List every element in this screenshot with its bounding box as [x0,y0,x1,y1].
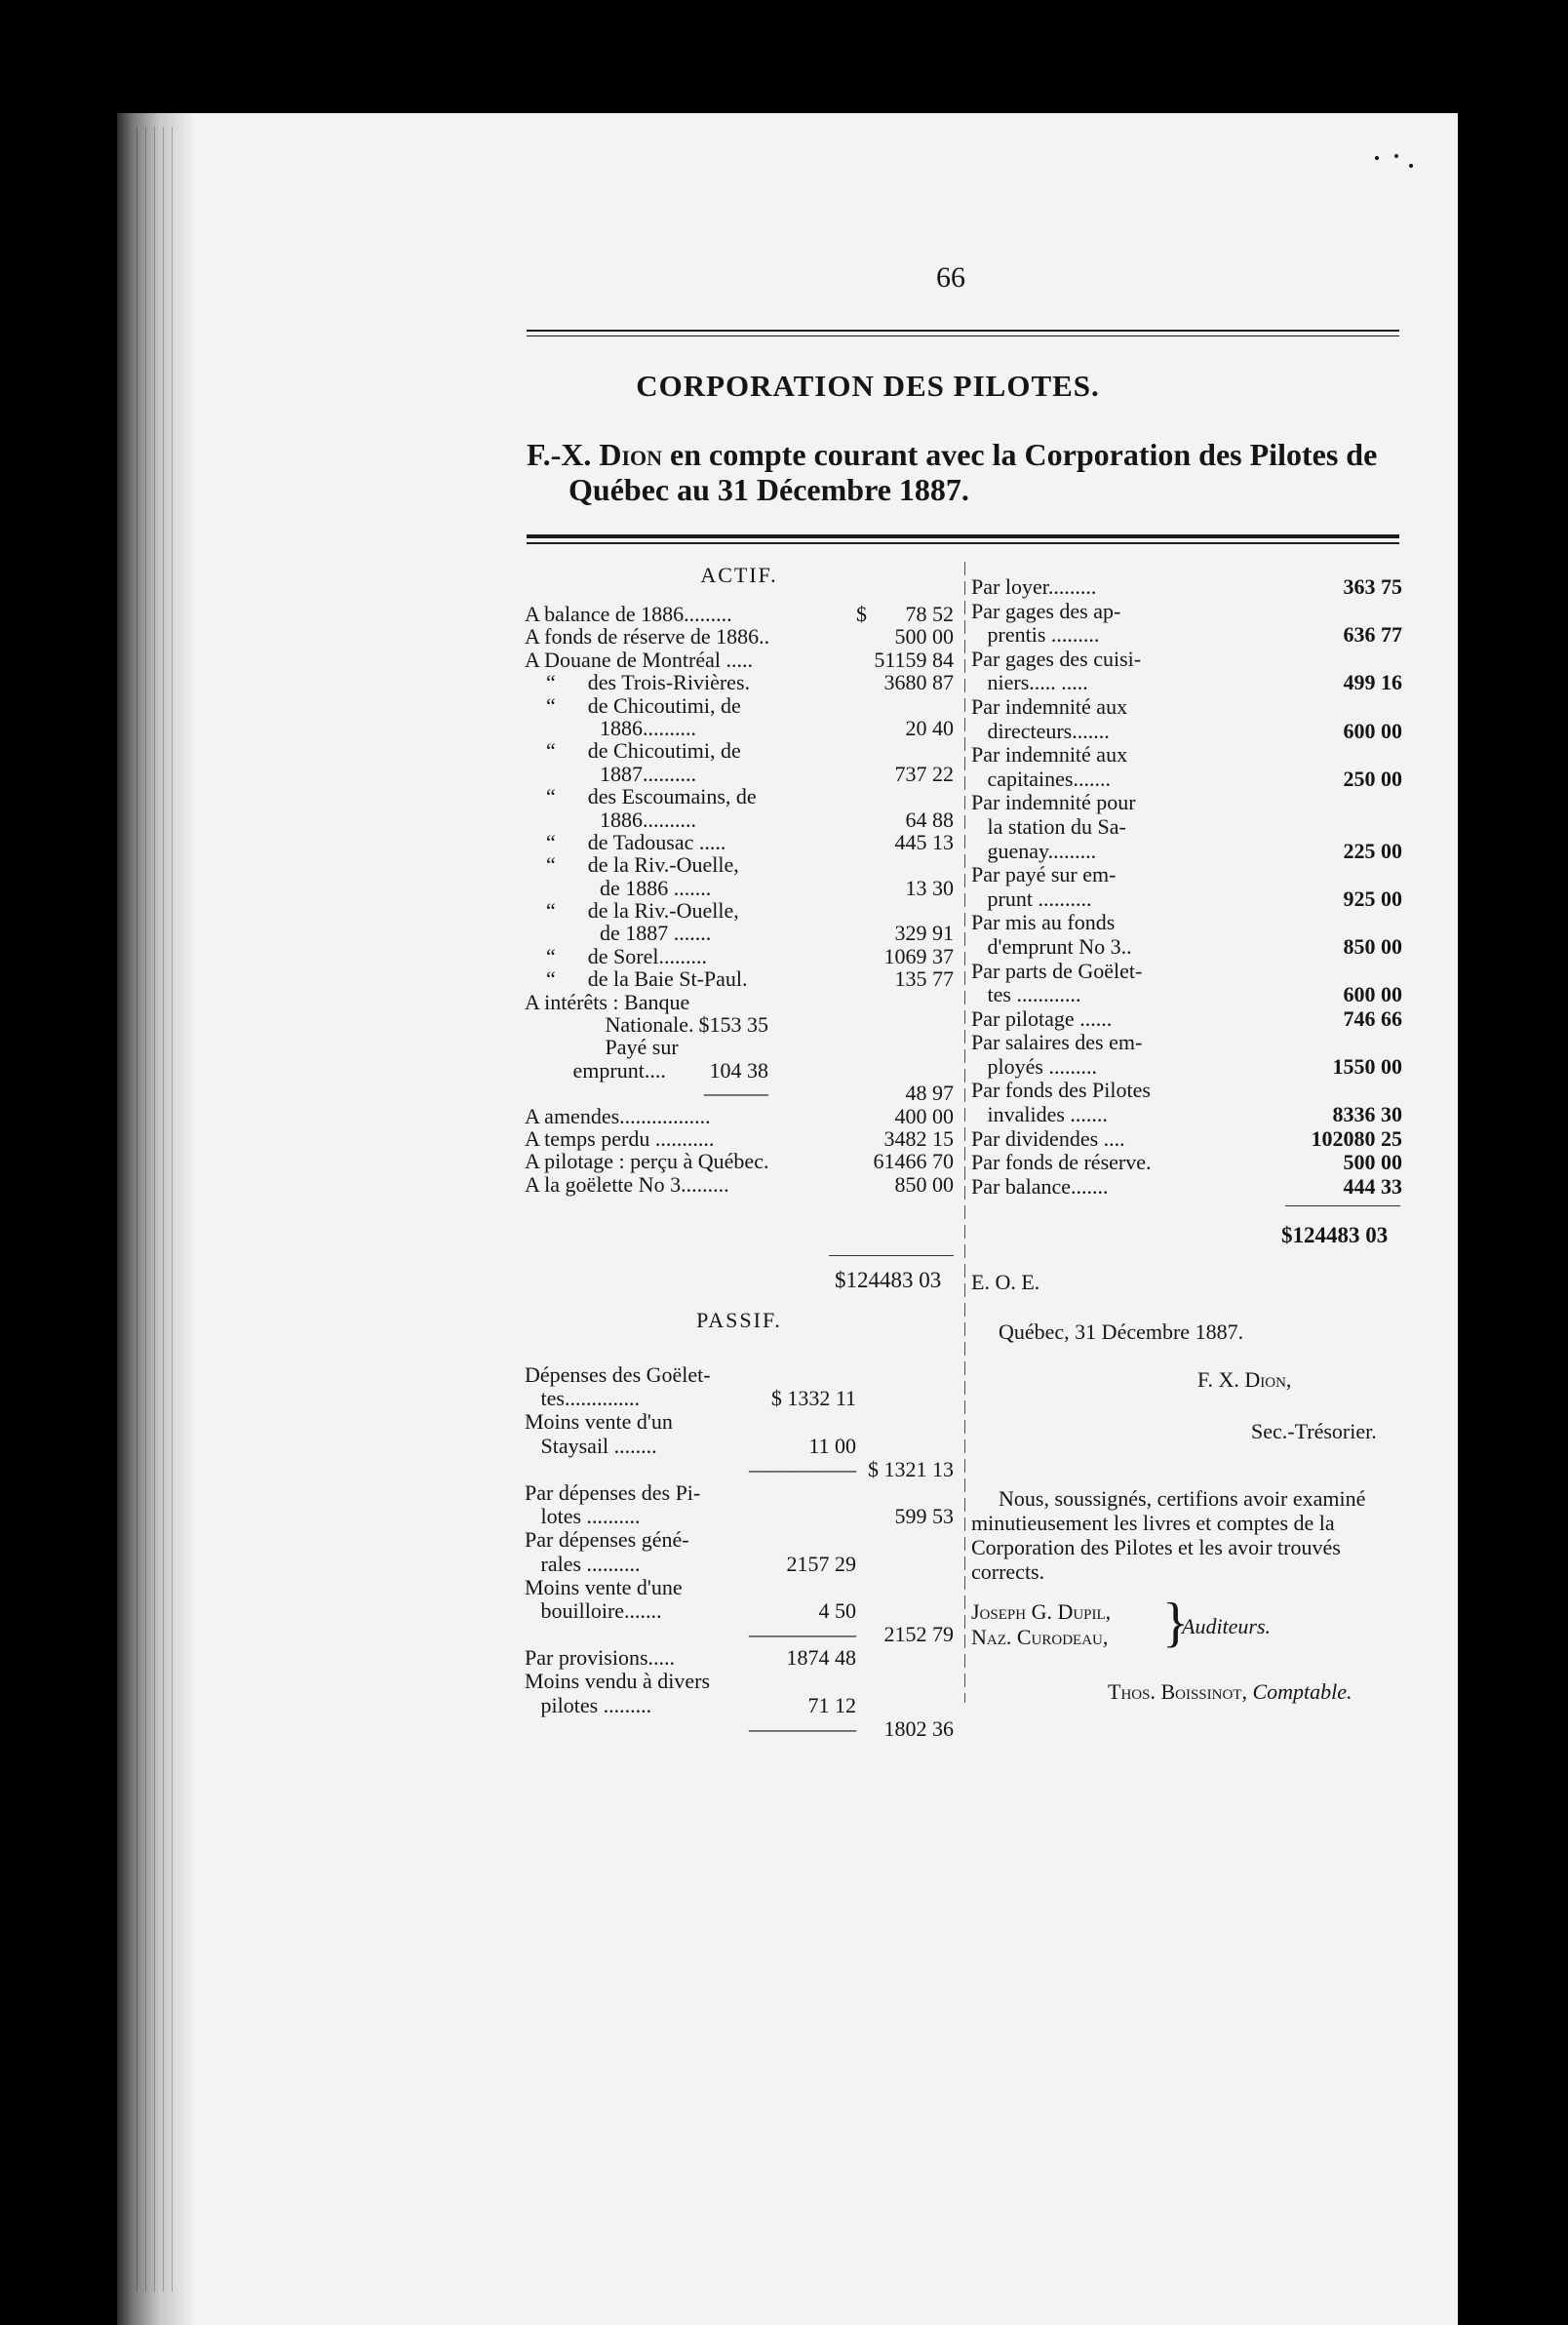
credit-row-amount: 746 66 [1343,1005,1402,1031]
credit-row [971,887,1402,912]
actif-row-label: 1887.......... [525,761,696,786]
actif-row-label: emprunt.... [525,1057,666,1083]
passif-row [525,1717,954,1741]
actif-row-amount: 737 22 [894,761,954,786]
actif-row-amount: 20 40 [905,715,954,740]
credit-row-label: niers..... ..... [971,670,1088,695]
passif-row-subamount: ————— [749,1715,856,1741]
audit-line: minutieusement les livres et comptes de la [971,1511,1335,1535]
credit-row [971,960,1402,984]
actif-row-label: “ de la Baie St-Paul. [525,966,748,992]
actif-row [525,603,954,625]
credit-row-label: Par gages des ap- [971,598,1121,623]
passif-row [525,1410,954,1434]
column-divider [964,562,965,1703]
passif-row [525,1458,954,1481]
passif-row-label: Par dépenses des Pi- [525,1479,701,1505]
subtitle-rest: en compte courant avec la Corporation des Pilotes de [662,437,1378,472]
auditor-1: Joseph G. Dupil, [971,1599,1112,1624]
credit-row-label: Par gages des cuisi- [971,646,1142,671]
actif-row-label: A la goëlette No 3......... [525,1171,729,1197]
actif-row [525,831,954,853]
actif-row-label: Nationale. [525,1012,694,1038]
passif-row-label: Par provisions..... [525,1645,675,1671]
credit-row [971,720,1402,744]
actif-row-label: “ de la Riv.-Ouelle, [525,852,739,878]
credit-row [971,1007,1402,1032]
credit-row [971,983,1402,1007]
credit-total: $124483 03 [1281,1223,1389,1247]
actif-row [525,1150,954,1172]
actif-row-label: “ des Trois-Rivières. [525,670,750,695]
actif-row [525,694,954,717]
subtitle-line-2: Québec au 31 Décembre 1887. [568,472,969,507]
credit-row-label: tes ............ [971,982,1081,1007]
actif-row-amount: 500 00 [894,624,954,650]
passif-row-label: bouilloire....... [525,1597,662,1623]
actif-row-label: “ de Chicoutimi, de [525,692,741,718]
credit-row-amount: 499 16 [1343,670,1402,695]
passif-rows [525,1363,954,1741]
actif-row-label: de 1887 ....... [525,921,712,946]
subtitle-name: Dion [599,437,663,472]
credit-row-amount: 225 00 [1343,838,1402,863]
credit-row-label: Par indemnité aux [971,742,1128,768]
credit-row-label: la station du Sa- [971,813,1126,839]
header-rule [527,330,1399,332]
credit-row [971,1055,1402,1080]
accountant-name: Thos. Boissinot, [1108,1679,1247,1704]
actif-row [525,739,954,762]
credit-row [971,863,1402,887]
credit-row-label: Par balance....... [971,1173,1109,1199]
credit-row-label: Par loyer......... [971,574,1097,599]
audit-statement [971,1486,1405,1584]
actif-row-amount: 135 77 [894,966,954,992]
auditors-brace: } [1162,1593,1189,1653]
credit-row [971,648,1402,672]
passif-row-label: rales .......... [525,1551,641,1576]
scan-border [1458,113,1568,2325]
actif-row-label: 1886.......... [525,715,696,740]
credit-row [971,1103,1402,1127]
credit-row-amount: 250 00 [1343,766,1402,791]
credit-row-amount: 600 00 [1343,982,1402,1007]
passif-row [525,1576,954,1599]
audit-line: Nous, soussignés, certifions avoir examiné [999,1486,1366,1511]
credit-row-label: Par fonds de réserve. [971,1150,1152,1175]
passif-heading: PASSIF. [696,1308,782,1332]
actif-row-label: A Douane de Montréal ..... [525,647,753,672]
credit-row [971,671,1402,695]
actif-row [525,1127,954,1150]
actif-column [525,564,954,1196]
actif-row-label: A pilotage : perçu à Québec. [525,1149,769,1174]
actif-row [525,808,954,831]
credit-row [971,575,1402,600]
passif-row [525,1528,954,1552]
passif-row-label: Moins vendu à divers [525,1669,711,1694]
credit-row-label: Par salaires des em- [971,1030,1143,1055]
credit-row [971,911,1402,935]
credit-row-label: prentis ......... [971,622,1100,648]
actif-row [525,1173,954,1196]
actif-row-label: Payé sur [525,1035,679,1060]
accountant [1108,1679,1352,1705]
actif-row-amount: 850 00 [894,1171,954,1197]
actif-row [525,1036,954,1058]
actif-row [525,717,954,739]
passif-row-label: tes.............. [525,1386,640,1411]
speck [1394,154,1398,158]
credit-row-amount: 850 00 [1343,933,1402,959]
actif-row [525,625,954,648]
passif-row [525,1694,954,1717]
accountant-title: Comptable. [1252,1679,1352,1704]
actif-row [525,1105,954,1127]
subtitle-line-1 [527,437,1377,473]
passif-row-subamount: 71 12 [807,1692,856,1717]
passif-row-label: pilotes ......... [525,1692,652,1717]
actif-row [525,671,954,693]
passif-row-label: Moins vente d'une [525,1574,683,1599]
actif-row-currency: $ [856,602,867,626]
credit-row-amount: 1550 00 [1332,1053,1402,1079]
actif-row-label: A intérêts : Banque [525,989,690,1014]
actif-row-amount: 48 97 [905,1081,954,1106]
actif-row-amount: 1069 37 [883,943,954,968]
eoe-note: E. O. E. [971,1270,1040,1294]
actif-row-label: de 1886 ....... [525,875,712,900]
actif-row-amount: 51159 84 [874,647,954,672]
auditor-2: Naz. Curodeau, [971,1625,1109,1649]
credit-column [971,575,1402,1199]
actif-row [525,922,954,944]
actif-row-label: “ de Tadousac ..... [525,829,726,854]
passif-row [525,1505,954,1528]
credit-row [971,840,1402,864]
actif-row-subamount: 104 38 [709,1057,768,1083]
double-rule-thin [527,542,1399,544]
credit-row-label: Par indemnité pour [971,790,1136,815]
actif-row [525,899,954,922]
credit-row [971,1175,1402,1200]
credit-row [971,695,1402,720]
credit-row-label: Par pilotage ...... [971,1005,1113,1031]
actif-row-label: “ des Escoumains, de [525,784,757,809]
credit-row-label: invalides ....... [971,1102,1108,1127]
credit-row [971,1079,1402,1103]
actif-rows [525,603,954,1196]
actif-row-label: “ de Chicoutimi, de [525,738,741,764]
passif-row-amount: 1802 36 [883,1715,954,1741]
actif-total: $124483 03 [835,1268,942,1292]
credit-row-label: ployés ......... [971,1053,1097,1079]
page-title: CORPORATION DES PILOTES. [636,369,1100,403]
actif-row-label: “ de la Riv.-Ouelle, [525,898,739,924]
credit-row-label: prunt .......... [971,886,1092,911]
actif-row-label: A temps perdu ........... [525,1125,715,1151]
actif-row-label: A fonds de réserve de 1886.. [525,624,770,650]
actif-row-amount: 445 13 [894,829,954,854]
credit-row-label: guenay......... [971,838,1097,863]
actif-heading: ACTIF. [700,563,778,587]
passif-row-label: lotes .......... [525,1504,641,1529]
passif-row [525,1435,954,1458]
credit-row [971,743,1402,768]
credit-row-amount: 102080 25 [1311,1125,1402,1151]
actif-row [525,1082,954,1104]
audit-line: Corporation des Pilotes et les avoir trouvés [971,1535,1341,1559]
actif-row-label: 1886.......... [525,807,696,832]
actif-sum-line [829,1255,954,1256]
credit-row-label: Par dividendes .... [971,1125,1125,1151]
credit-row-amount: 600 00 [1343,718,1402,743]
passif-row-label: Staysail ........ [525,1433,657,1458]
actif-row [525,877,954,899]
actif-row-amount: 329 91 [894,921,954,946]
actif-row-amount: 61466 70 [873,1149,954,1174]
credit-row-label: Par mis au fonds [971,910,1116,935]
actif-row-amount: 3482 15 [883,1125,954,1151]
credit-row [971,1127,1402,1152]
auditors-label: Auditeurs. [1182,1614,1272,1638]
passif-row [525,1646,954,1670]
credit-sum-line [1285,1205,1400,1206]
credit-row-label: Par parts de Goëlet- [971,958,1143,983]
speck [1409,164,1413,168]
credit-row-amount: 444 33 [1343,1173,1402,1199]
page-number: 66 [936,261,965,294]
passif-row-amount: $ 1321 13 [868,1456,954,1481]
passif-row-subamount: 11 00 [808,1433,856,1458]
passif-row-label: Dépenses des Goëlet- [525,1362,711,1387]
actif-row [525,945,954,967]
passif-row-label: Par dépenses géné- [525,1527,689,1553]
passif-column [525,1309,954,1741]
credit-row-label: directeurs....... [971,718,1110,743]
actif-row-label: “ de Sorel......... [525,943,707,968]
credit-row-label: Par fonds des Pilotes [971,1078,1151,1103]
actif-row [525,967,954,990]
credit-row [971,815,1402,840]
audit-line: corrects. [971,1559,1045,1584]
credit-rows [971,575,1402,1199]
actif-row-label: A amendes................. [525,1103,711,1128]
signatory: F. X. Dion, [1197,1367,1292,1392]
actif-row-amount: 400 00 [894,1103,954,1128]
signatory-title: Sec.-Trésorier. [1251,1419,1377,1443]
actif-row-amount: 64 88 [905,807,954,832]
passif-row-amount: 2152 79 [883,1622,954,1647]
actif-row-subamount: $153 35 [698,1012,768,1038]
actif-row [525,1013,954,1036]
passif-row-subamount: $ 1332 11 [770,1386,856,1411]
credit-row-label: Par payé sur em- [971,862,1117,887]
passif-row-subamount: 2157 29 [786,1551,856,1576]
credit-row-amount: 925 00 [1343,886,1402,911]
credit-row-label: d'emprunt No 3.. [971,933,1132,959]
credit-row [971,768,1402,792]
actif-row [525,853,954,876]
passif-row-label: Moins vente d'un [525,1409,673,1435]
credit-row-label: capitaines....... [971,766,1111,791]
page-edge-lines [137,127,176,2292]
passif-row-subamount: ————— [749,1456,856,1481]
passif-row-subamount: 4 50 [818,1597,856,1623]
passif-row [525,1553,954,1576]
passif-row-subamount: ————— [749,1622,856,1647]
passif-row-amount: 599 53 [894,1504,954,1529]
speck [1375,156,1379,160]
passif-row [525,1363,954,1387]
credit-row-amount: 363 75 [1343,574,1402,599]
actif-row-amount: 13 30 [905,875,954,900]
place-date: Québec, 31 Décembre 1887. [999,1320,1244,1344]
credit-row [971,623,1402,648]
passif-row [525,1623,954,1646]
passif-row [525,1387,954,1410]
actif-row [525,1059,954,1082]
passif-row [525,1670,954,1693]
passif-row [525,1599,954,1623]
passif-row-subamount: 1874 48 [786,1645,856,1671]
header-rule-thin [527,335,1399,336]
passif-row [525,1481,954,1505]
subtitle-prefix: F.-X. [527,437,600,472]
credit-row-amount: 636 77 [1343,622,1402,648]
actif-row [525,991,954,1013]
credit-row-amount: 500 00 [1343,1150,1402,1175]
double-rule-thick [527,534,1399,538]
actif-row-amount: 78 52 [905,602,954,626]
actif-row [525,785,954,808]
actif-row-label: A balance de 1886......... [525,602,732,626]
actif-row [525,649,954,671]
actif-row-amount: 3680 87 [883,670,954,695]
credit-row [971,600,1402,624]
credit-row [971,1031,1402,1055]
credit-row-amount: 8336 30 [1332,1102,1402,1127]
credit-row [971,935,1402,960]
credit-row [971,791,1402,815]
credit-row [971,1151,1402,1175]
actif-row-subamount: ——— [704,1081,768,1106]
actif-row [525,763,954,785]
credit-row-label: Par indemnité aux [971,693,1128,719]
